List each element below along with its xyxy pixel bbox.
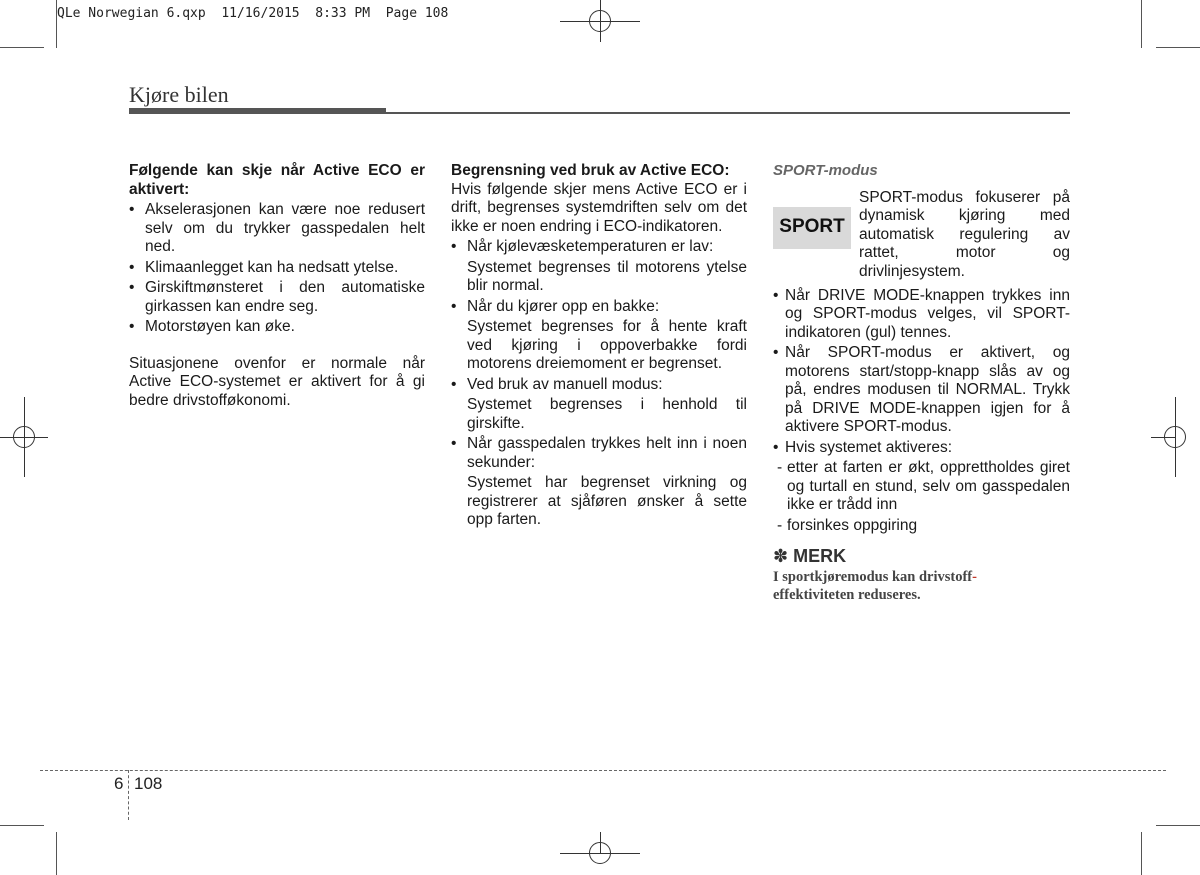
crop-mark-bottom-right-h xyxy=(1156,825,1200,826)
sport-mode-badge: SPORT xyxy=(773,207,851,249)
page-number-value: 108 xyxy=(134,774,163,793)
list-item: • Motorstøyen kan øke. xyxy=(129,318,295,335)
col2-intro: Hvis følgende skjer mens Active ECO er i drift, begrenses systemdriften selv om det ikke er noen endring i ECO-indikatoren. xyxy=(451,180,747,235)
col3-intro: SPORT-modus fokuserer på dynamisk kjøring med automatisk regulering av rattet, motor og drivlinjesystem. xyxy=(859,188,1070,280)
column-3 xyxy=(773,162,1070,604)
dash-item: - forsinkes oppgiring xyxy=(777,516,918,534)
list-item: • Klimaanlegget kan ha nedsatt ytelse. xyxy=(129,258,399,276)
footer-dotted-divider xyxy=(128,770,129,820)
col1-paragraph: Situasjonene ovenfor er normale når Active ECO-systemet er aktivert for å gi bedre drivstofføkonomi. xyxy=(129,354,425,409)
col1-heading: Følgende kan skje når Active ECO er aktivert: xyxy=(129,162,425,198)
list-item: • Når kjølevæsketemperaturen er lav: xyxy=(451,238,714,255)
list-item: • Hvis systemet aktiveres: xyxy=(773,438,953,456)
list-item-detail: Systemet begrenses til motorens ytelse blir normal. xyxy=(467,258,747,294)
list-item-detail: Systemet begrenses i henhold til girskifte. xyxy=(467,396,747,432)
crop-mark-bottom-left-h xyxy=(0,825,44,826)
footer-dotted-rule xyxy=(40,770,1166,771)
note-title: ✽ MERK xyxy=(773,546,847,566)
col2-heading: Begrensning ved bruk av Active ECO: xyxy=(451,162,730,179)
crop-mark-bottom-left-v xyxy=(56,832,57,875)
list-item-detail: Systemet har begrenset virkning og registrerer at sjåføren ønsker å sette opp farten. xyxy=(467,474,747,528)
list-item: • Akselerasjonen kan være noe redusert selv om du trykker gasspedalen helt ned. xyxy=(129,201,425,255)
list-item: • Ved bruk av manuell modus: xyxy=(451,375,663,393)
print-slug: QLe Norwegian 6.qxp 11/16/2015 8:33 PM Page 108 xyxy=(57,6,449,21)
header-rule-thin xyxy=(386,112,1070,114)
col3-bullet-list xyxy=(773,287,1070,458)
crop-mark-top-left-v xyxy=(56,0,57,48)
col3-heading: SPORT-modus xyxy=(773,162,878,179)
hyphen-mark: - xyxy=(972,568,977,585)
list-item: • Når SPORT-modus er aktivert, og motorens start/stopp-knapp slås av og på, endres modusen til NORMAL. Trykk på DRIVE MODE-knappen igjen for å aktivere SPORT-modus. xyxy=(773,344,1070,435)
col2-bullet-list xyxy=(451,238,747,530)
list-item-detail: Systemet begrenses for å hente kraft ved kjøring i oppoverbakke fordi motorens dreiemoment er begrenset. xyxy=(467,318,747,372)
crop-mark-top-left-h xyxy=(0,47,44,48)
header-rule-thick xyxy=(129,108,386,114)
crop-mark-top-right-h xyxy=(1156,47,1200,48)
crop-mark-bottom-right-v xyxy=(1141,832,1142,875)
sport-intro-block xyxy=(773,189,1070,285)
list-item: • Når DRIVE MODE-knappen trykkes inn og SPORT-modus velges, vil SPORT-indikatoren (gul) tennes. xyxy=(773,286,1070,341)
col1-bullet-list xyxy=(129,201,425,337)
section-title: Kjøre bilen xyxy=(129,82,229,107)
list-item: • Når du kjører opp en bakke: xyxy=(451,297,660,315)
column-2 xyxy=(451,162,747,530)
dash-item: - etter at farten er økt, opprettholdes giret og turtall en stund, selv om gasspedalen ikke er trådd inn xyxy=(777,459,1070,513)
list-item: • Når gasspedalen trykkes helt inn i noen sekunder: xyxy=(451,435,747,471)
list-item: • Girskiftmønsteret i den automatiske girkassen kan endre seg. xyxy=(129,279,425,315)
chapter-number: 6 xyxy=(114,774,124,793)
crop-mark-top-right-v xyxy=(1141,0,1142,48)
note-text: I sportkjøremodus kan drivstoff- effektiviteten reduseres. xyxy=(773,568,977,603)
column-1 xyxy=(129,162,425,410)
